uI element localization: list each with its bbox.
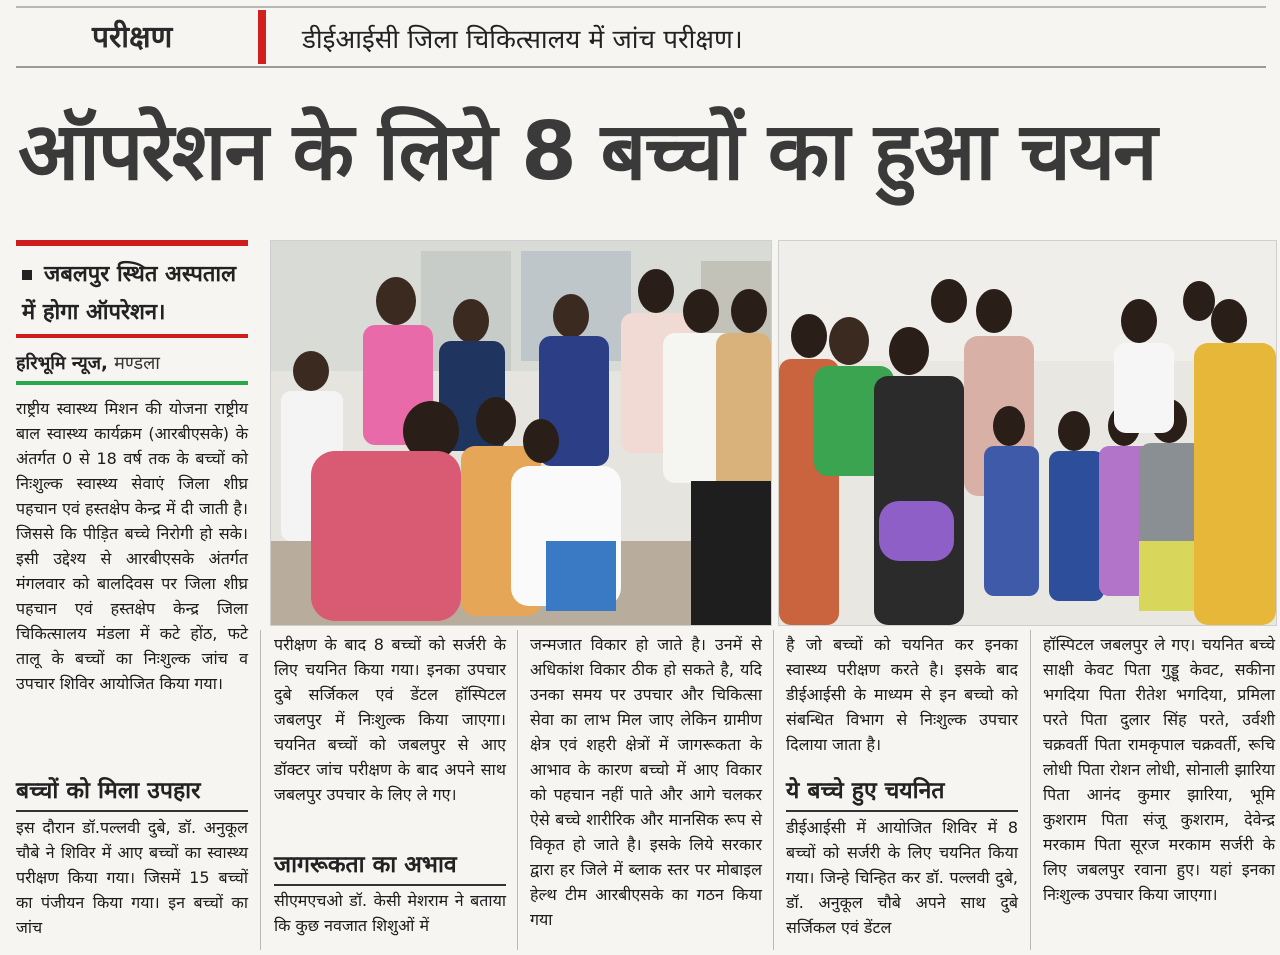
bullet-top-bar bbox=[16, 240, 248, 246]
kicker-text: डीईआईसी जिला चिकित्सालय में जांच परीक्षण। bbox=[302, 25, 743, 55]
col4-para2: डीईआईसी में आयोजित शिविर में 8 बच्चों को सर्जरी के लिए चयनित किया गया। जिन्हे चिन्हित कर डॉ. पल्लवी दुबे, डॉ. अनुकूल चौबे अपने साथ दुबे सर्जिकल एवं डेंटल bbox=[786, 818, 1018, 937]
top-rule bbox=[16, 6, 1266, 8]
col1-para: इस दौरान डॉ.पल्लवी दुबे, डॉ. अनुकूल चौबे ने शिविर में आए बच्चों का स्वास्थ्य परीक्षण किया गया। जिसमें 15 बच्चों का पंजीयन किया गया। इन बच्चों का जांच bbox=[16, 818, 248, 937]
headline: ऑपरेशन के लिये 8 बच्चों का हुआ चयन bbox=[18, 105, 1156, 198]
col5-para: हॉस्पिटल जबलपुर ले गए। चयनित बच्चे साक्षी केवट पिता गुड्डू केवट, सकीना भगदिया पिता रीतेश भगदिया, प्रमिला परते पिता दुलार सिंह परते, उर्वशी चक्रवर्ती पिता रामकृपाल चक्रवर्ती, रूचि लोधी पिता रोशन लोधी, सोनाली झारिया पिता आनंद कुमार झारिया, भूमि कुशराम पिता संजू कुशराम, देवेन्द्र मरकाम पिता सूरज मरकाम सर्जरी के लिए जबलपुर रवाना हुए। यहां इनका निःशुल्क उपचार किया जाएगा। bbox=[1043, 635, 1275, 904]
col4-subhead-rule bbox=[786, 810, 1018, 812]
header-rule bbox=[16, 66, 1266, 68]
bullet-text: जबलपुर स्थित अस्पताल में होगा ऑपरेशन। bbox=[22, 262, 237, 325]
photo-selected-children bbox=[778, 240, 1277, 626]
col4-para: है जो बच्चों को चयनित कर इनका स्वास्थ्य परीक्षण करते है। इसके बाद डीईआईसी के माध्यम से इन बच्चो को संबन्धित विभाग से निःशुल्क उपचार दिलाया जाता है। bbox=[786, 635, 1018, 754]
col2-para: परीक्षण के बाद 8 बच्चों को सर्जरी के लिए चयनित किया गया। इनका उपचार दुबे सर्जिकल एवं डेंटल हॉस्पिटल जबलपुर में निःशुल्क किया जाएगा। चयनित बच्चों को जबलपुर से आए डॉक्टर जांच परीक्षण के बाद अपने साथ जबलपुर उपचार के लिए ले गए। bbox=[274, 635, 506, 804]
column-separator bbox=[773, 630, 774, 950]
highlight-bullet bbox=[22, 256, 252, 332]
col1-intro: राष्ट्रीय स्वास्थ्य मिशन की योजना राष्ट्रीय बाल स्वास्थ्य कार्यक्रम (आरबीएसके) के अंतर्गत 0 से 18 वर्ष तक के बच्चों को निःशुल्क स्वास्थ्य सेवाएं जिला शीघ्र पहचान एवं हस्तक्षेप केन्द्र में दी जाती है। जिससे कि पीड़ित बच्चे निरोगी हो सके। इसी उद्देश्य से आरबीएसके अंतर्गत मंगलवार को बालदिवस पर जिला शीघ्र पहचान एवं हस्तक्षेप केन्द्र जिला चिकित्सालय मंडला में कटे होंठ, फटे तालू के बच्चों का निःशुल्क जांच व उपचार शिविर आयोजित किया गया। bbox=[16, 399, 248, 693]
col2-subhead: जागरूकता का अभाव bbox=[274, 852, 457, 878]
section-label: परीक्षण bbox=[92, 20, 173, 55]
photo-examination bbox=[270, 240, 772, 626]
section-divider bbox=[258, 10, 266, 64]
byline-source: हरिभूमि न्यूज, bbox=[16, 353, 108, 374]
column-separator bbox=[517, 630, 518, 950]
col1-subhead: बच्चों को मिला उपहार bbox=[16, 778, 201, 804]
byline-place: मण्डला bbox=[114, 353, 160, 374]
col2-subhead-rule bbox=[274, 884, 506, 886]
bullet-bottom-bar bbox=[16, 334, 248, 338]
col4-subhead: ये बच्चे हुए चयनित bbox=[786, 778, 945, 804]
byline bbox=[16, 350, 160, 378]
byline-rule bbox=[16, 381, 248, 385]
column-separator bbox=[260, 630, 261, 950]
col1-subhead-rule bbox=[16, 810, 248, 812]
col2-para2: सीएमएचओ डॉ. केसी मेशराम ने बताया कि कुछ नवजात शिशुओं में bbox=[274, 891, 506, 935]
bullet-square-icon bbox=[22, 270, 32, 280]
column-separator bbox=[1030, 630, 1031, 950]
col3-para: जन्मजात विकार हो जाते है। उनमें से अधिकांश विकार ठीक हो सकते है, यदि उनका समय पर उपचार और चिकित्सा सेवा का लाभ मिल जाए लेकिन ग्रामीण क्षेत्र एवं शहरी क्षेत्रों में जागरूकता के आभाव के कारण बच्चो में आए विकार को पहचान नहीं पाते और आगे चलकर ऐसे बच्चे शारीरिक और मानसिक रूप से विकृत हो जाते है। इसके लिये सरकार द्वारा हर जिले में ब्लाक स्तर पर मोबाइल हेल्थ टीम आरबीएसके का गठन किया गया bbox=[530, 635, 762, 929]
